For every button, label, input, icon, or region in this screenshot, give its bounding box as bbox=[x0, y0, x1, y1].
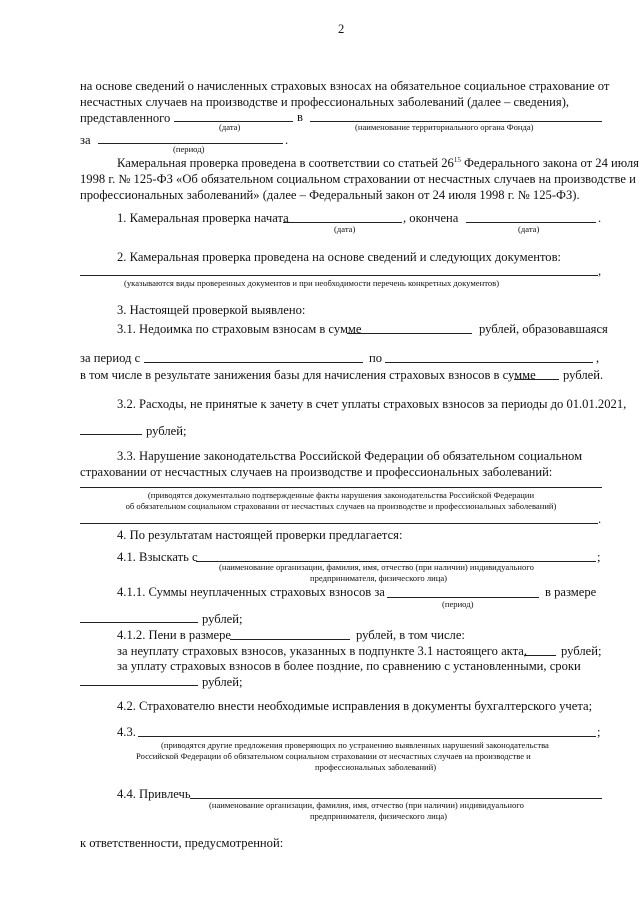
section-3-text: 3. Настоящей проверкой выявлено: bbox=[117, 303, 306, 317]
p44-caption-2: предпринимателя, физического лица) bbox=[310, 811, 448, 821]
p43-caption-3: профессиональных заболеваний) bbox=[315, 762, 437, 772]
for-label: за bbox=[80, 133, 91, 147]
submitted-label: представленного bbox=[80, 111, 171, 125]
violations-field-2[interactable] bbox=[80, 523, 598, 524]
p412-line-4-rubles: рублей; bbox=[202, 675, 243, 689]
violations-field[interactable] bbox=[80, 487, 602, 488]
unpaid-rubles: рублей; bbox=[202, 612, 243, 626]
intro-line-2: несчастных случаев на производстве и профессиональных заболеваний (далее – сведения), bbox=[80, 95, 570, 109]
p412-tail: рублей, в том числе: bbox=[356, 628, 465, 642]
p412-line-3-text: за уплату страховых взносов в более поздние, по сравнению с установленными, сроки bbox=[117, 659, 581, 673]
p411-text: 4.1.1. Суммы неуплаченных страховых взносов за bbox=[117, 585, 385, 599]
p43-text: 4.3. bbox=[117, 725, 136, 739]
p44-text: 4.4. Привлечь bbox=[117, 787, 191, 801]
period-to-field[interactable] bbox=[385, 362, 593, 363]
p412-line-2: за неуплату страховых взносов, указанных в подпункте 3.1 настоящего акта, bbox=[117, 644, 528, 658]
expenses-amount-field[interactable] bbox=[80, 434, 142, 435]
p33-line-1-text: 3.3. Нарушение законодательства Российской Федерации об обязательном социальном bbox=[117, 449, 583, 463]
penalty-amount-field[interactable] bbox=[230, 639, 350, 640]
p32-text: 3.2. Расходы, не принятые к зачету в счет уплаты страховых взносов за периоды до 01.01.2021, bbox=[117, 397, 627, 411]
p41-text: 4.1. Взыскать с bbox=[117, 550, 198, 564]
p411-amount-label: в размере bbox=[545, 585, 597, 599]
other-proposals-field[interactable] bbox=[138, 736, 596, 737]
p42-text: 4.2. Страхователю внести необходимые исправления в документы бухгалтерского учета; bbox=[117, 699, 593, 713]
p412-line-3 bbox=[117, 659, 602, 673]
p31-text: 3.1. Недоимка по страховым взносам в сумме bbox=[117, 322, 362, 336]
p412-text: 4.1.2. Пени в размере bbox=[117, 628, 232, 642]
p44-caption-1: (наименование организации, фамилия, имя, отчество (при наличии) индивидуального bbox=[209, 800, 524, 810]
end-date-caption: (дата) bbox=[518, 224, 540, 234]
page-number: 2 bbox=[338, 22, 345, 36]
p43-caption-1: (приводятся другие предложения проверяющих по устранению выявленных нарушений законодательства bbox=[161, 740, 549, 750]
base-amount-field[interactable] bbox=[514, 379, 559, 380]
involve-field[interactable] bbox=[190, 798, 602, 799]
unpaid-amount-field[interactable] bbox=[80, 622, 198, 623]
fund-organ-caption: (наименование территориального органа Фонда) bbox=[355, 122, 534, 132]
period-dot: . bbox=[285, 133, 289, 147]
start-date-field[interactable] bbox=[283, 222, 402, 223]
p43-semicolon: ; bbox=[597, 725, 601, 739]
end-date-field[interactable] bbox=[466, 222, 596, 223]
documents-comma: , bbox=[598, 264, 602, 278]
p41-caption-1: (наименование организации, фамилия, имя, отчество (при наличии) индивидуального bbox=[219, 562, 534, 572]
start-date-caption: (дата) bbox=[334, 224, 356, 234]
p43-caption-2: Российской Федерации об обязательном социальном страховании от несчастных случаев на производстве и bbox=[136, 751, 531, 761]
p33-line-2: страховании от несчастных случаев на производстве и профессиональных заболеваний: bbox=[80, 465, 553, 479]
legal-line-1-pre: Камеральная проверка проведена в соответствии со статьей 26 bbox=[117, 156, 454, 170]
recover-semicolon: ; bbox=[597, 550, 601, 564]
legal-line-2: 1998 г. № 125-ФЗ «Об обязательном социальном страховании от несчастных случаев на производстве и bbox=[80, 172, 636, 186]
intro-line-1 bbox=[80, 79, 610, 93]
p33-line-1 bbox=[117, 449, 602, 463]
p33-caption-1: (приводятся документально подтвержденные факты нарушения законодательства Российской Федерации bbox=[147, 490, 535, 500]
base-line-text: в том числе в результате занижения базы для начисления страховых взносов в сумме bbox=[80, 368, 536, 382]
ended-label: , окончена bbox=[403, 211, 459, 225]
p412-line-2-rubles: рублей; bbox=[561, 644, 602, 658]
section-4-text: 4. По результатам настоящей проверки предлагается: bbox=[117, 528, 403, 542]
section-2-text: 2. Камеральная проверка проведена на основе сведений и следующих документов: bbox=[117, 250, 562, 264]
penalty-delay-field[interactable] bbox=[80, 685, 198, 686]
p31-rubles: рублей, образовавшаяся bbox=[479, 322, 608, 336]
violations-dot: . bbox=[598, 512, 602, 526]
documents-field[interactable] bbox=[80, 275, 598, 276]
period-from-label: за период с bbox=[80, 351, 141, 365]
legal-line-1 bbox=[117, 156, 639, 170]
closing-text: к ответственности, предусмотренной: bbox=[80, 836, 284, 850]
arrears-amount-field[interactable] bbox=[347, 333, 472, 334]
p41-caption-2: предпринимателя, физического лица) bbox=[310, 573, 448, 583]
date-caption: (дата) bbox=[219, 122, 241, 132]
legal-article-sup: 15 bbox=[453, 155, 461, 164]
section-1-text: 1. Камеральная проверка начата bbox=[117, 211, 289, 225]
period-from-field[interactable] bbox=[144, 362, 363, 363]
documents-caption: (указываются виды проверенных документов и при необходимости перечень конкретных документов) bbox=[124, 278, 500, 288]
in-label: в bbox=[297, 110, 303, 124]
legal-line-1-post: Федерального закона от 24 июля bbox=[460, 156, 639, 170]
period-to-label: по bbox=[369, 351, 383, 365]
p33-caption-2: об обязательном социальном страховании от несчастных случаев на производстве и профессиональных заболеваний) bbox=[125, 501, 557, 511]
section-1-dot: . bbox=[598, 211, 602, 225]
period-caption: (период) bbox=[173, 144, 205, 154]
base-rubles: рублей. bbox=[563, 368, 604, 382]
period-comma: , bbox=[596, 351, 600, 365]
expenses-rubles: рублей; bbox=[146, 424, 187, 438]
intro-line-1-text: на основе сведений о начисленных страховых взносах на обязательное социальное страхование от bbox=[80, 79, 610, 93]
unpaid-period-field[interactable] bbox=[387, 597, 539, 598]
unpaid-period-caption: (период) bbox=[442, 599, 474, 609]
penalty-late-field[interactable] bbox=[524, 655, 556, 656]
legal-line-3: профессиональных заболеваний» (далее – Федеральный закон от 24 июля 1998 г. № 125-ФЗ). bbox=[80, 188, 580, 202]
